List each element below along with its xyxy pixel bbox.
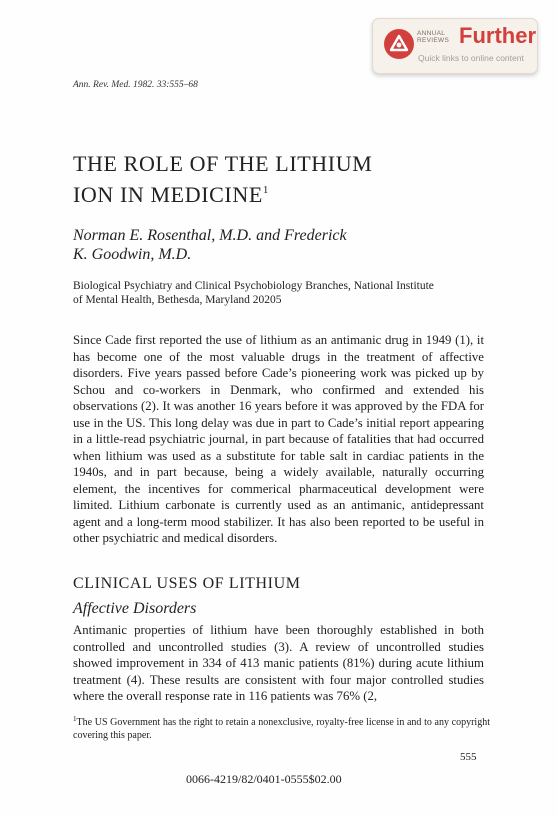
badge-tagline: Quick links to online content [418, 53, 524, 63]
badge-further-label: Further [459, 23, 536, 48]
footnote [73, 713, 490, 742]
badge-publisher-label: ANNUAL REVIEWS [417, 30, 450, 44]
section-heading: CLINICAL USES OF LITHIUM [73, 575, 301, 592]
footnote-mark: 1 [73, 715, 77, 723]
intro-paragraph: Since Cade first reported the use of lithium as an antimanic drug in 1949 (1), it has become one of the most valuable drugs in the treatment of affective disorders. Five years passed before Cade’s pioneering work was picked up by Schou and co-workers in Denmark, who confirmed and extended his observations (2). It was another 16 years before it was approved by the FDA for use in the US. This long delay was due in part to Cade’s initial report appearing in a little-read psychiatric journal, in part because of fatalities that had occurred when lithium was used as a substitute for table salt in cardiac patients in the 1940s, and in part because, being a widely available, naturally occurring element, the incentives for commerical pharmaceutical development were limited. Lithium carbonate is currently used as an antimanic, antidepressant agent and a long-term mood stabilizer. It has also been reported to be useful in other psychiatric and medical disorders. [73, 333, 484, 545]
annual-reviews-logo-icon [383, 28, 415, 60]
section-paragraph: Antimanic properties of lithium have been thoroughly established in both controlled and uncontrolled studies (3). A review of uncontrolled studies showed improvement in 334 of 413 manic patients (81%) during acute lithium treatment (4). These results are consistent with four major controlled studies where the overall response rate in 116 patients was 76% (2, [73, 623, 484, 703]
title-footnote-mark[interactable]: 1 [262, 184, 269, 196]
article-title: THE ROLE OF THE LITHIUM ION IN MEDICINE$^1$ [73, 151, 373, 207]
author-affiliation: Biological Psychiatry and Clinical Psychobiology Branches, National Institute of Mental Health, Bethesda, Maryland 20205 [73, 280, 434, 306]
page-number: 555 [460, 751, 477, 763]
footnote-text: The US Government has the right to retain a nonexclusive, royalty-free license in and to any copyright covering this paper. [73, 717, 490, 741]
article-authors: Norman E. Rosenthal, M.D. and Frederick K. Goodwin, M.D. [73, 227, 347, 263]
article-code: 0066-4219/82/0401-0555$02.00 [186, 772, 342, 786]
subsection-heading: Affective Disorders [73, 600, 197, 617]
annual-reviews-further-badge[interactable] [372, 18, 538, 74]
journal-citation: Ann. Rev. Med. 1982. 33:555–68 [73, 80, 198, 90]
